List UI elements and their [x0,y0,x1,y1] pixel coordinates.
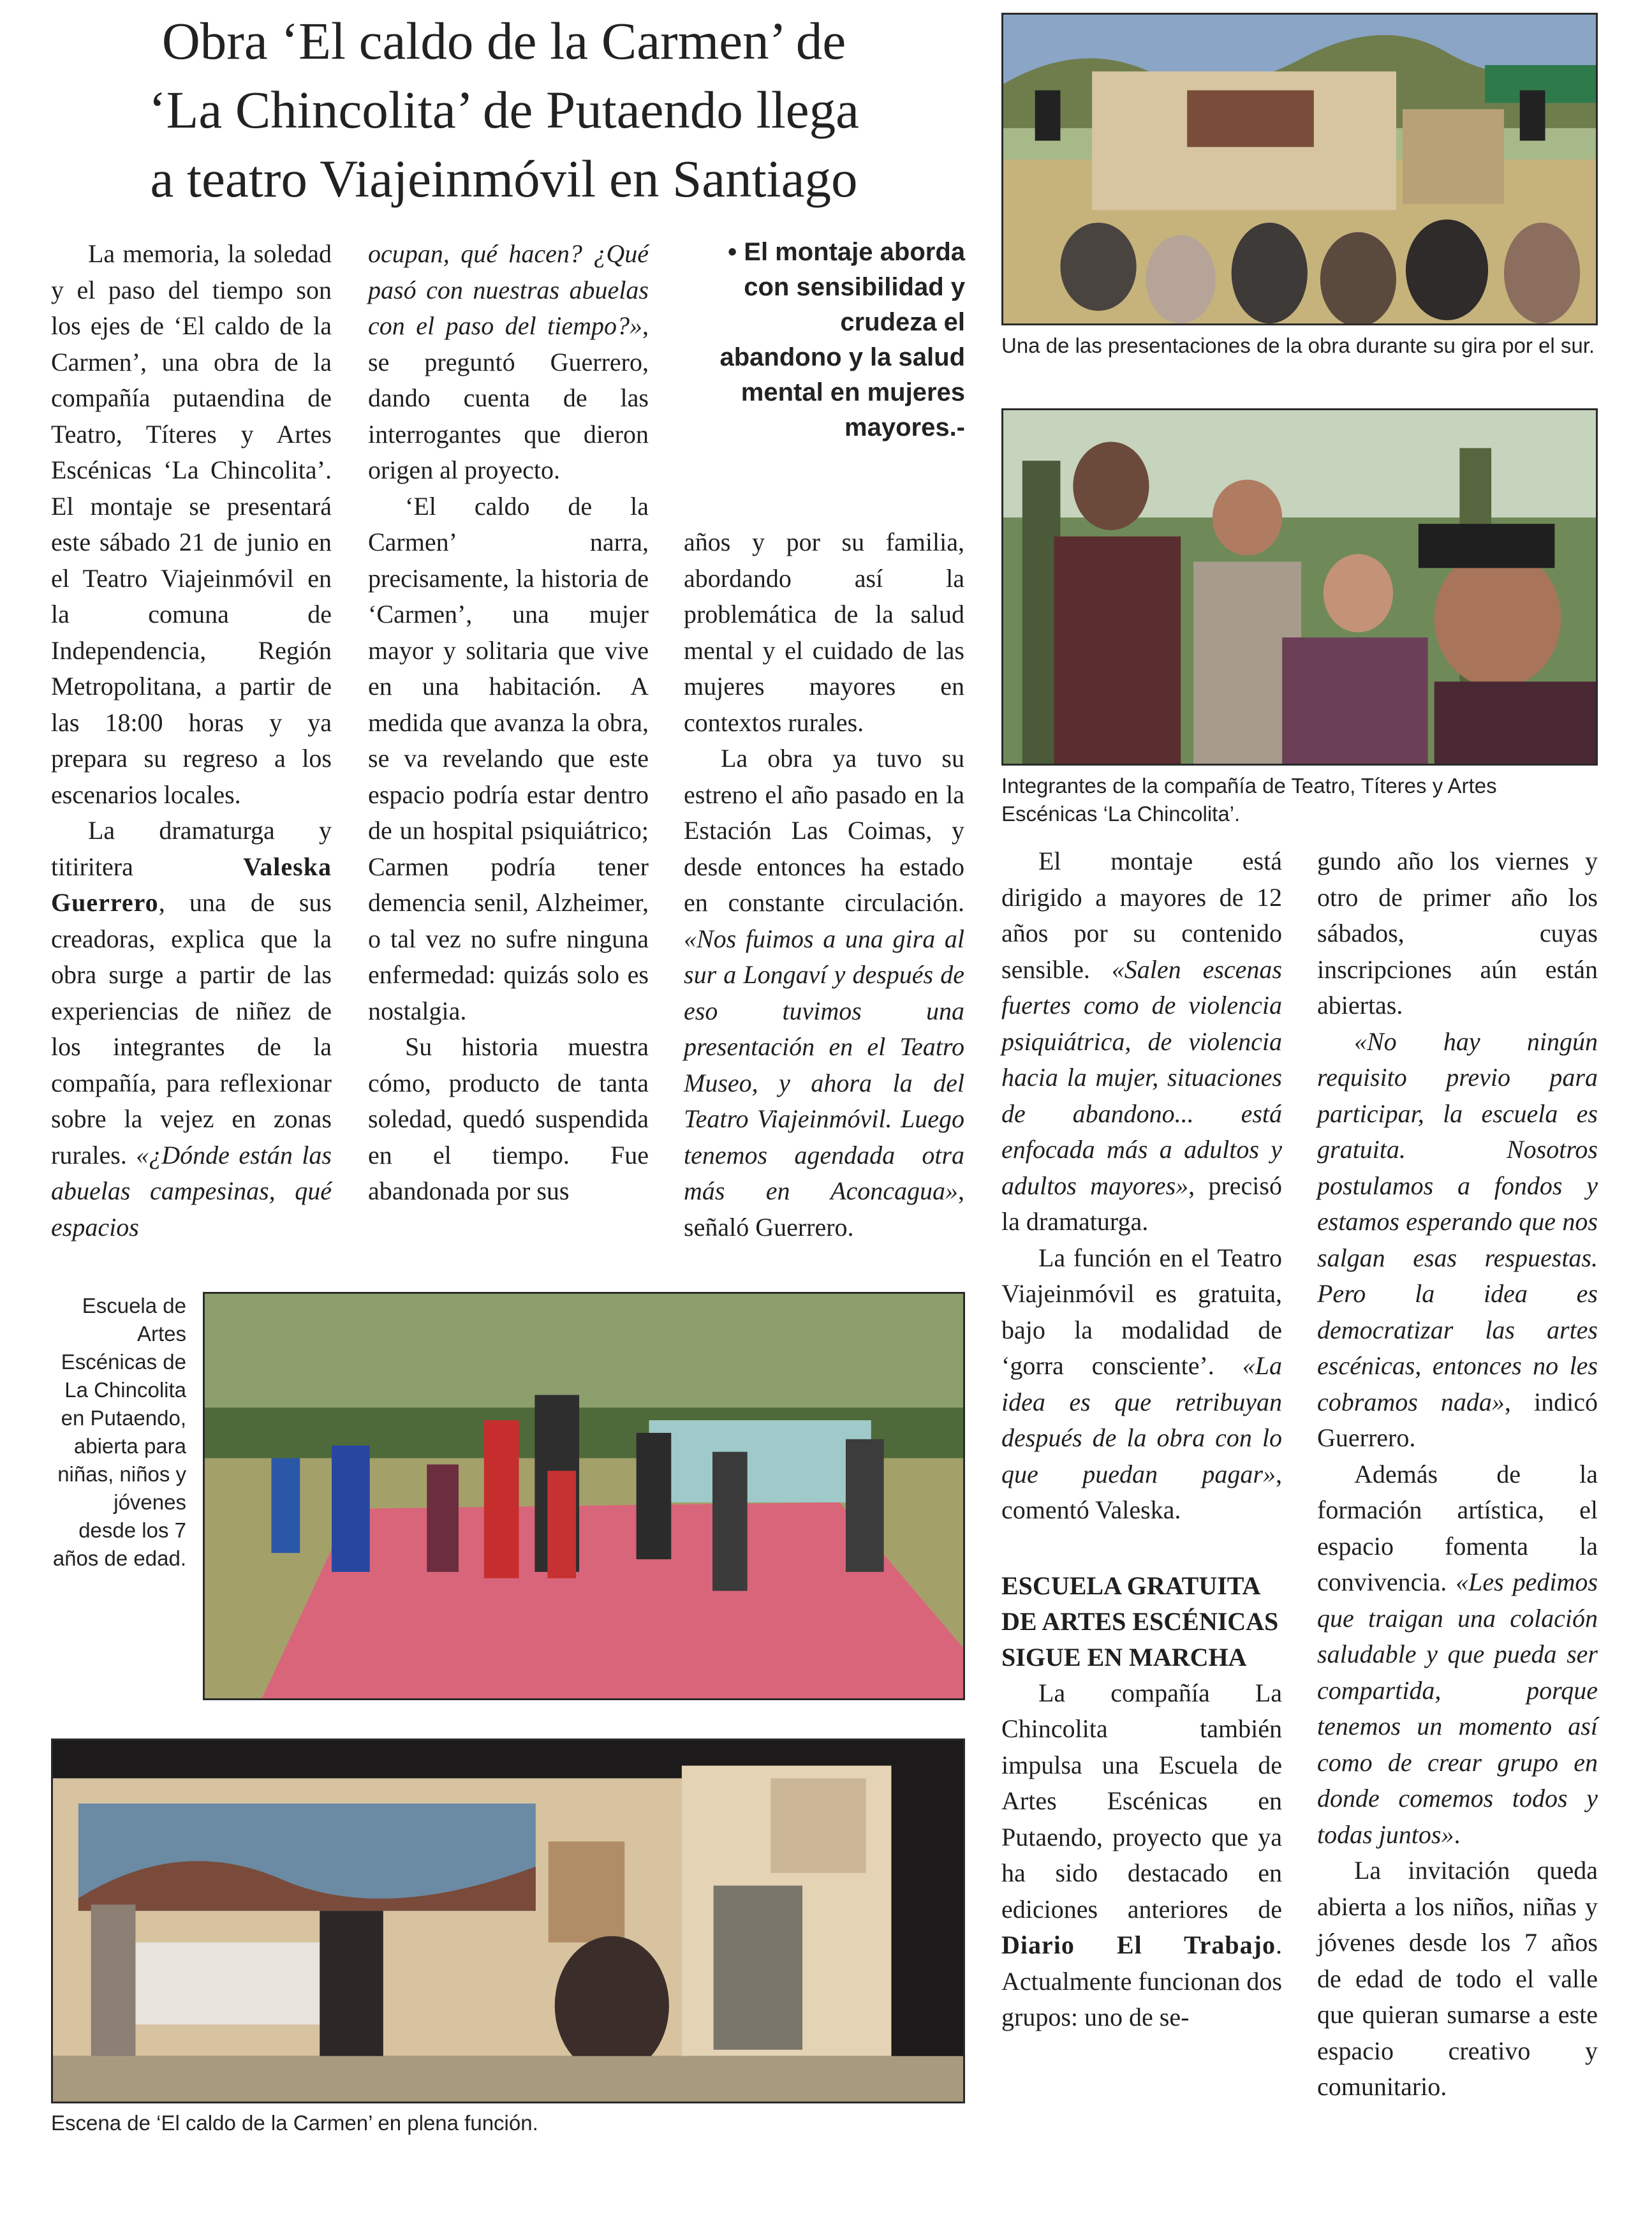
quote: «Salen escenas fuertes como de violencia psiquiátrica, de violencia hacia la mujer, situaciones de abandono... está enfocada más a adultos y adultos mayores» [1001,954,1282,1200]
photo-company-members [1001,408,1598,766]
pull-quote: • El montaje aborda con sensibilidad y crudeza el abandono y la salud mental en mujeres mayores.- [719,238,965,441]
headline [51,6,957,213]
col1-paragraph-1: La memoria, la soledad y el paso del tiempo son los ejes de ‘El caldo de la Carmen’, una obra de la compañía putaendina de Teatro, Títeres y Artes Escénicas ‘La Chincolita’. El montaje se presentará este sábado 21 de junio en el Teatro Viajeinmóvil en la comuna de Independencia, Región Metropolitana, a partir de las 18:00 horas y ya prepara su regreso a los escenarios locales. [51,239,332,809]
article-column-3 [684,524,964,1245]
quote: «No hay ningún requisito previo para participar, la escuela es gratuita. Nosotros postulamos a fondos y estamos esperando que nos salgan esas respuestas. Pero la idea es democratizar las artes escénicas, entonces no les cobramos nada» [1317,1027,1598,1416]
col3-paragraph-1: años y por su familia, abordando así la problemática de la salud mental y el cuidado de las mujeres mayores en contextos rurales. [684,528,964,737]
section-subheading: ESCUELA GRATUITA DE ARTES ESCÉNICAS SIGUE EN MARCHA [1001,1571,1279,1672]
photo-stage-scene [51,1738,965,2103]
quote: «La idea es que retribuyan después de la obra con lo que puedan pagar» [1001,1351,1282,1488]
article-column-5 [1317,843,1598,2105]
col4-paragraph-3: La compañía La Chincolita también impulsa una Escuela de Artes Escénicas en Putaendo, proyecto que ya ha sido destacado en ediciones anteriores de Diario El Trabajo. Actualmente funcionan dos grupos: uno de se- [1001,1678,1282,2031]
col4-paragraph-2: La función en el Teatro Viajeinmóvil es gratuita, bajo la modalidad de ‘gorra consciente’. «La idea es que retribuyan después de la obra con lo que puedan pagar», comentó Valeska. [1001,1243,1282,1524]
article-column-1 [51,236,332,1245]
headline-line-2: ‘La Chincolita’ de Putaendo llega [149,80,859,139]
col5-paragraph-3: Además de la formación artística, el espacio fomenta la convivencia. «Les pedimos que traigan una colación saludable y que pueda ser compartida, porque tenemos un momento así como de crear grupo en donde comemos todos y todas juntos». [1317,1459,1598,1849]
photo-4-caption: Escena de ‘El caldo de la Carmen’ en plena función. [51,2111,538,2135]
photo-arts-school [203,1292,965,1700]
quote: «Les pedimos que traigan una colación saludable y que pueda ser compartida, porque tenemos un momento así como de crear grupo en donde comemos todos y todas juntos» [1317,1568,1598,1849]
newspaper-name: Diario El Trabajo [1001,1931,1276,1959]
col5-paragraph-4: La invitación queda abierta a los niños, niñas y jóvenes desde los 7 años de edad de todo el valle que quieran sumarse a este espacio creativo y comunitario. [1317,1856,1598,2101]
col1-paragraph-2: La dramaturga y titiritera Valeska Guerrero, una de sus creadoras, explica que la obra surge a partir de las experiencias de niñez de los integrantes de la compañía, para reflexionar sobre la vejez en zonas rurales. «¿Dónde están las abuelas campesinas, qué espacios [51,816,332,1242]
quote: ocupan, qué hacen? ¿Qué pasó con nuestras abuelas con el paso del tiempo?» [368,239,649,340]
photo-outdoor-performance [1001,13,1598,325]
photo-3-caption: Escuela de Artes Escénicas de La Chincolita en Putaendo, abierta para niñas, niños y jóvenes desde los 7 años de edad. [52,1294,186,1570]
author-name: Valeska Guerrero [51,852,332,917]
quote: «Nos fuimos a una gira al sur a Longaví y después de eso tuvimos una presentación en el Teatro Museo, y ahora la del Teatro Viajeinmóvil. Luego tenemos agendada otra más en Aconcagua» [684,924,964,1205]
headline-line-3: a teatro Viajeinmóvil en Santiago [150,149,858,208]
article-column-2 [368,236,649,1210]
article-column-4 [1001,843,1282,2036]
col3-paragraph-2: La obra ya tuvo su estreno el año pasado en la Estación Las Coimas, y desde entonces ha estado en constante circulación. «Nos fuimos a una gira al sur a Longaví y después de eso tuvimos una presentación en el Teatro Museo, y ahora la del Teatro Viajeinmóvil. Luego tenemos agendada otra más en Aconcagua», señaló Guerrero. [684,744,964,1242]
quote: «¿Dónde están las abuelas campesinas, qué espacios [51,1140,332,1242]
col2-paragraph-3: Su historia muestra cómo, producto de tanta soledad, quedó suspendida en el tiempo. Fue abandonada por sus [368,1032,649,1205]
photo-2-caption: Integrantes de la compañía de Teatro, Títeres y Artes Escénicas ‘La Chincolita’. [1001,774,1497,826]
col4-paragraph-1: El montaje está dirigido a mayores de 12 años por su contenido sensible. «Salen escenas fuertes como de violencia psiquiátrica, de violencia hacia la mujer, situaciones de abandono... está enfocada más a adultos y adultos mayores», precisó la dramaturga. [1001,847,1282,1236]
headline-line-1: Obra ‘El caldo de la Carmen’ de [161,11,846,70]
col2-paragraph-1: ocupan, qué hacen? ¿Qué pasó con nuestras abuelas con el paso del tiempo?», se preguntó Guerrero, dando cuenta de las interrogantes que dieron origen al proyecto. [368,239,649,484]
col2-paragraph-2: ‘El caldo de la Carmen’ narra, precisamente, la historia de ‘Carmen’, una mujer mayor y solitaria que vive en una habitación. A medida que avanza la obra, se va revelando que este espacio podría estar dentro de un hospital psiquiátrico; Carmen podría tener demencia senil, Alzheimer, o tal vez no sufre ninguna enfermedad: quizás solo es nostalgia. [368,491,649,1025]
col5-paragraph-2: «No hay ningún requisito previo para participar, la escuela es gratuita. Nosotros postulamos a fondos y estamos esperando que nos salgan esas respuestas. Pero la idea es democratizar las artes escénicas, entonces no les cobramos nada», indicó Guerrero. [1317,1027,1598,1452]
photo-1-caption: Una de las presentaciones de la obra durante su gira por el sur. [1001,334,1595,357]
col5-paragraph-1: gundo año los viernes y otro de primer año los sábados, cuyas inscripciones aún están abiertas. [1317,847,1598,1019]
